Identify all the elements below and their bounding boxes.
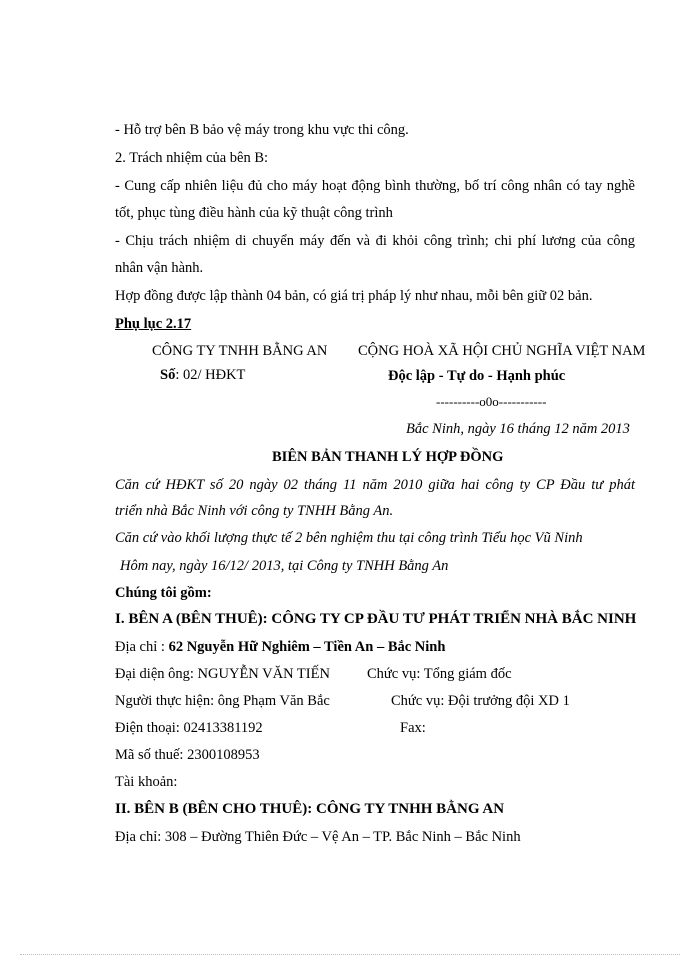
- partyA-executor-title: Chức vụ: Đội trưởng đội XD 1: [391, 693, 570, 709]
- page-bottom-divider: [20, 954, 680, 955]
- partyA-address-value: 62 Nguyễn Hữ Nghiêm – Tiền An – Bắc Ninh: [168, 639, 446, 655]
- partyA-representative: Đại diện ông: NGUYỄN VĂN TIẾN: [115, 666, 330, 682]
- document-title: BIÊN BẢN THANH LÝ HỢP ĐỒNG: [272, 449, 504, 465]
- partyB-duties-heading: 2. Trách nhiệm của bên B:: [115, 150, 269, 166]
- duty-fuel-line1: - Cung cấp nhiên liệu đủ cho máy hoạt động bình thường, bố trí công nhân có tay nghề: [115, 178, 635, 194]
- today-line: Hôm nay, ngày 16/12/ 2013, tại Công ty TNHH Bằng An: [120, 558, 449, 574]
- we-are: Chúng tôi gồm:: [115, 585, 212, 601]
- partyA-address: [115, 638, 445, 656]
- basis2: Căn cứ vào khối lượng thực tế 2 bên nghiệm thu tại công trình Tiểu học Vũ Ninh: [115, 530, 583, 546]
- nation-heading: CỘNG HOÀ XÃ HỘI CHỦ NGHĨA VIỆT NAM: [358, 343, 646, 359]
- basis1-line1: Căn cứ HĐKT số 20 ngày 02 tháng 11 năm 2010 giữa hai công ty CP Đầu tư phát: [115, 477, 635, 493]
- copies-clause: Hợp đồng được lập thành 04 bản, có giá trị pháp lý như nhau, mỗi bên giữ 02 bản.: [115, 288, 593, 304]
- contract-number-value: : 02/ HĐKT: [175, 367, 246, 383]
- partyB-header: II. BÊN B (BÊN CHO THUÊ): CÔNG TY TNHH BẰNG AN: [115, 801, 505, 817]
- partyB-address: Địa chỉ: 308 – Đường Thiên Đức – Vệ An – TP. Bắc Ninh – Bắc Ninh: [115, 829, 521, 845]
- basis1-line2: triển nhà Bắc Ninh với công ty TNHH Bằng An.: [115, 503, 394, 519]
- partyA-rep-title: Chức vụ: Tổng giám đốc: [367, 666, 512, 682]
- motto-rule: ----------o0o-----------: [436, 394, 547, 409]
- partyA-fax: Fax:: [400, 720, 426, 736]
- company-left: CÔNG TY TNHH BẰNG AN: [152, 343, 328, 359]
- partyA-phone: Điện thoại: 02413381192: [115, 720, 263, 736]
- date-place: Bắc Ninh, ngày 16 tháng 12 năm 2013: [406, 421, 630, 437]
- partyA-address-label: Địa chỉ :: [115, 639, 165, 655]
- appendix-label: Phụ lục 2.17: [115, 316, 192, 332]
- duty-move-line1: - Chịu trách nhiệm di chuyển máy đến và đi khỏi công trình; chi phí lương của công: [115, 233, 635, 249]
- partyA-tax-code: Mã số thuế: 2300108953: [115, 747, 260, 763]
- contract-number: [160, 366, 245, 384]
- partyA-executor: Người thực hiện: ông Phạm Văn Bắc: [115, 693, 330, 709]
- partyA-header: I. BÊN A (BÊN THUÊ): CÔNG TY CP ĐẦU TƯ PHÁT TRIỂN NHÀ BẮC NINH: [115, 611, 637, 627]
- support-clause: - Hỗ trợ bên B bảo vệ máy trong khu vực thi công.: [115, 122, 409, 138]
- duty-fuel-line2: tốt, phục tùng điều hành của kỹ thuật công trình: [115, 205, 393, 221]
- contract-number-label: Số: [160, 367, 176, 383]
- partyA-account: Tài khoản:: [115, 774, 178, 790]
- motto: Độc lập - Tự do - Hạnh phúc: [388, 368, 566, 384]
- duty-move-line2: nhân vận hành.: [115, 260, 204, 276]
